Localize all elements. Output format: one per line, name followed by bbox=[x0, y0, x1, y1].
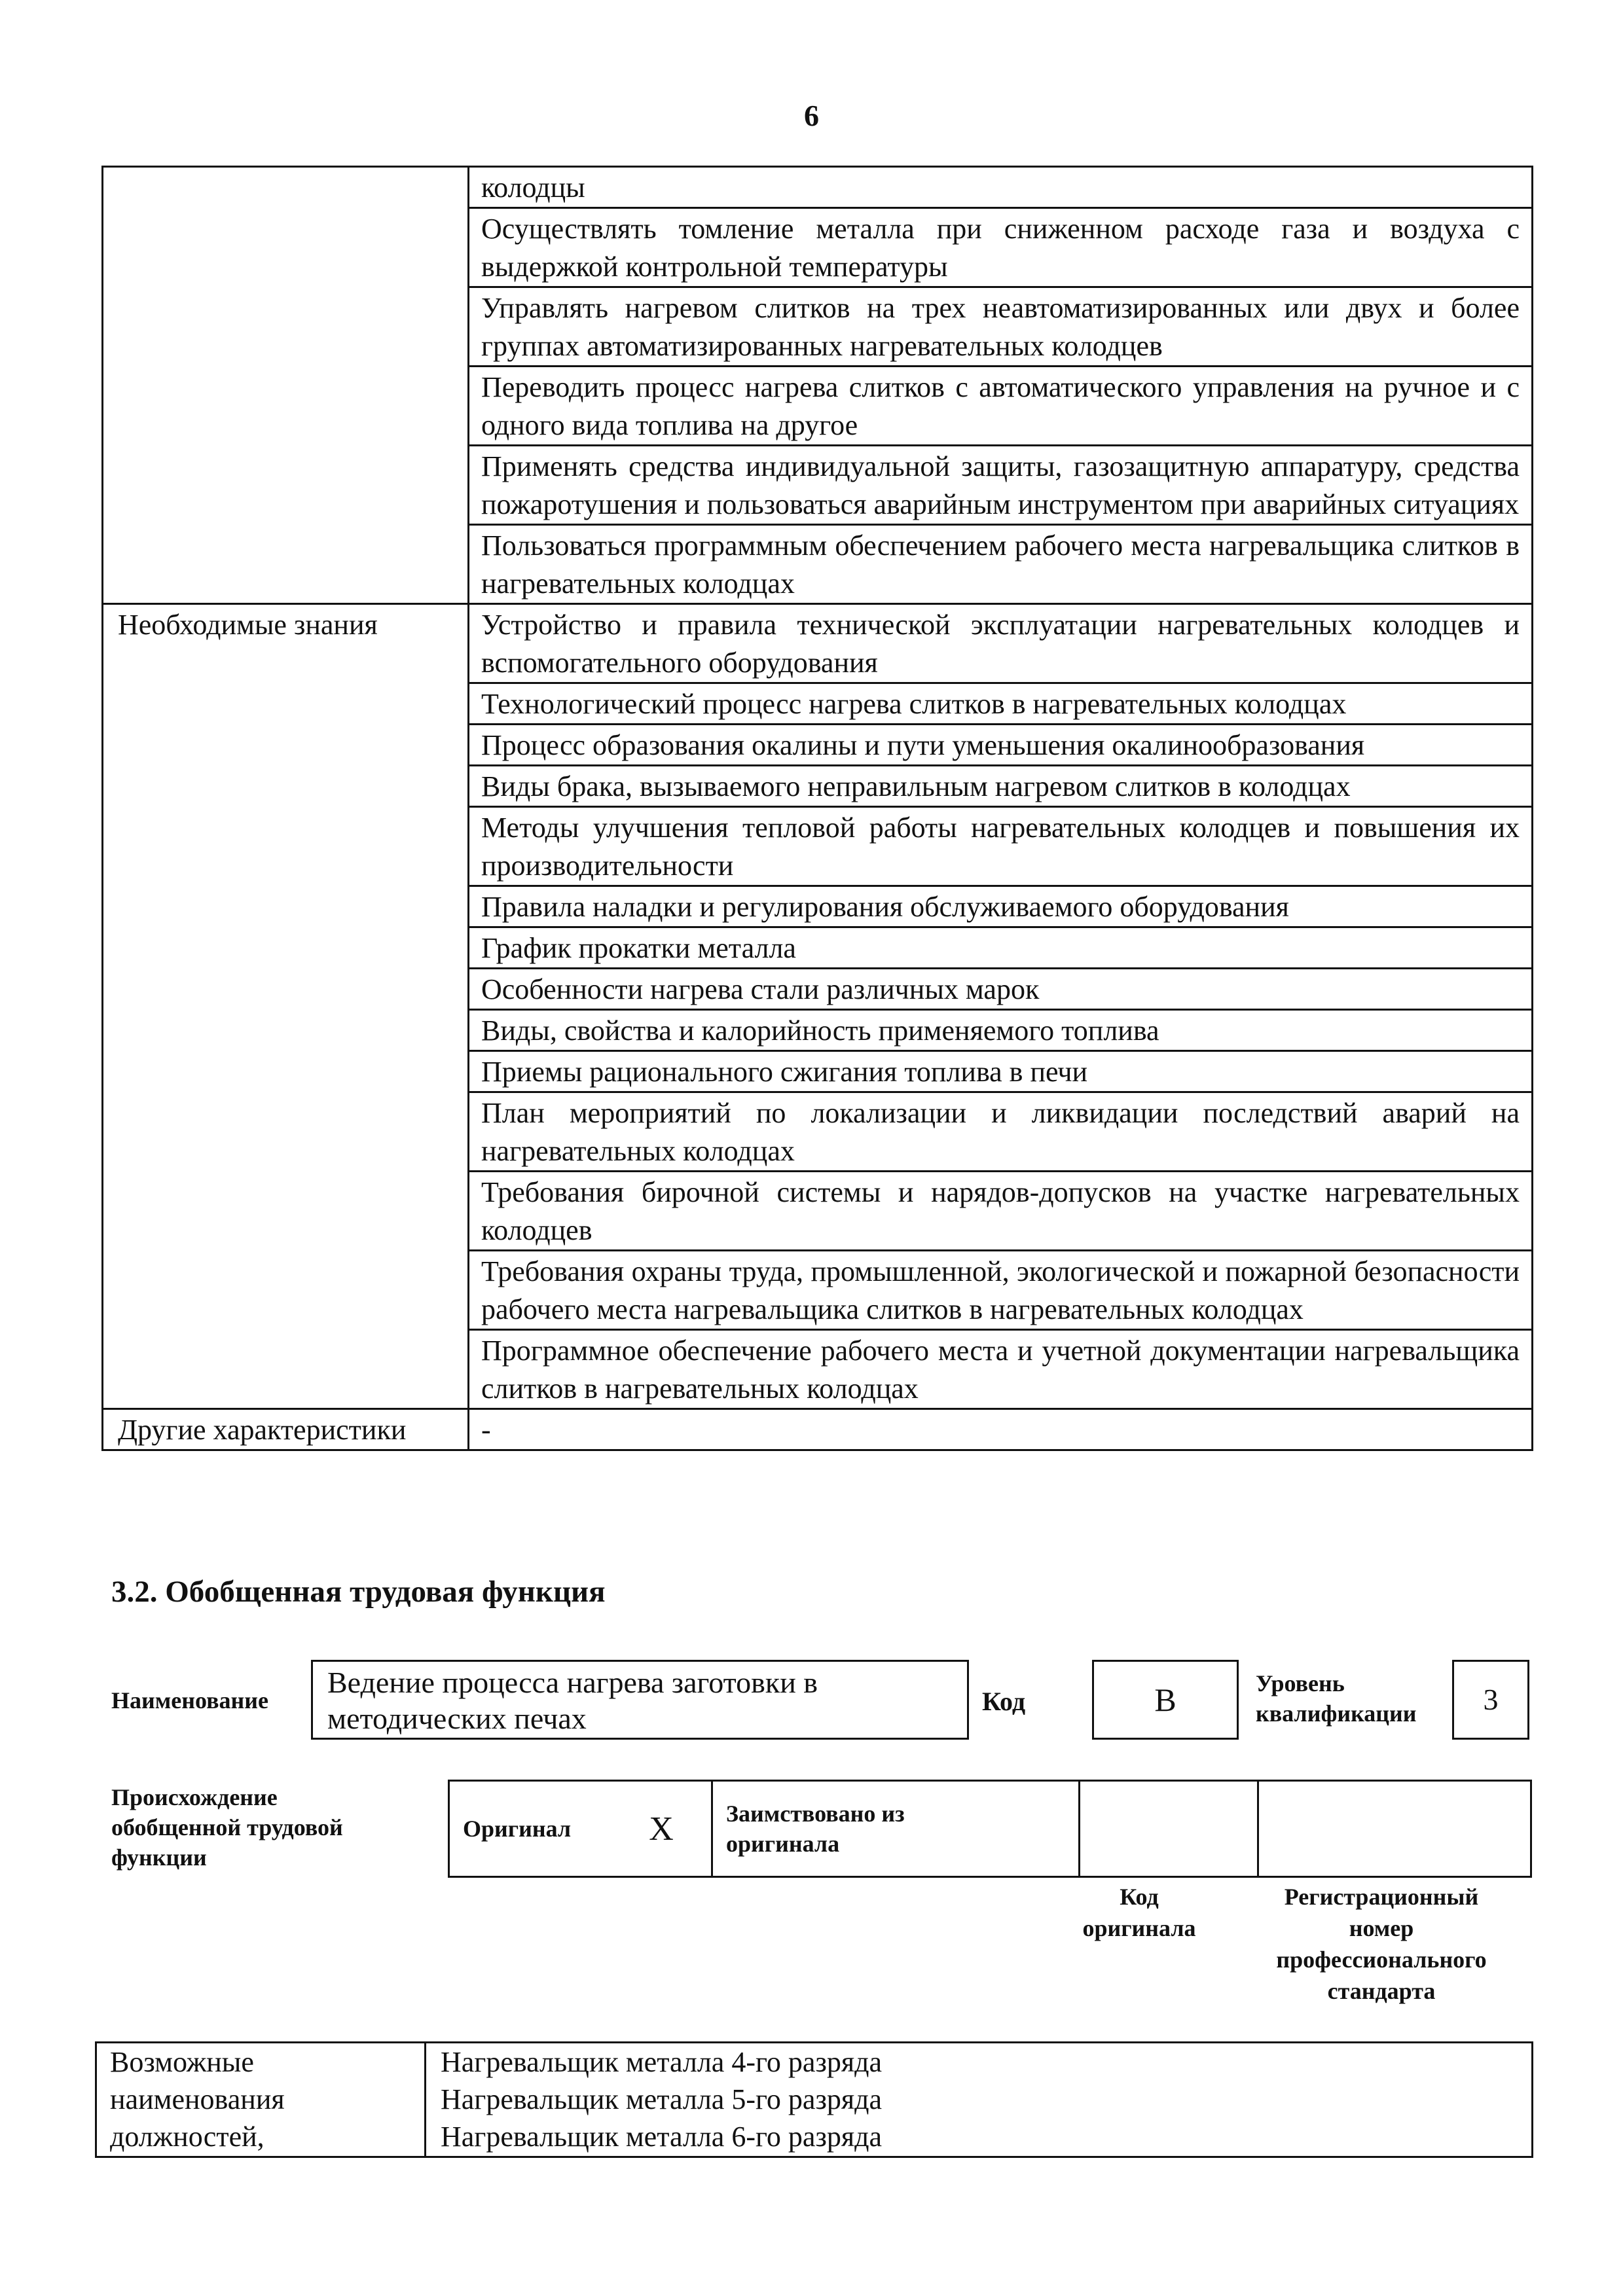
knowledge-item: Процесс образования окалины и пути уменьшения окалинообразования bbox=[469, 725, 1533, 766]
positions-table bbox=[95, 2041, 1533, 2158]
name-value-box bbox=[311, 1660, 969, 1740]
positions-label-line: наименования bbox=[110, 2083, 285, 2115]
code-value-box: B bbox=[1092, 1660, 1239, 1740]
caption-line: стандарта bbox=[1327, 1978, 1436, 2004]
positions-list bbox=[426, 2043, 1533, 2157]
skill-item: Пользоваться программным обеспечением рабочего места нагревальщика слитков в нагревательных колодцах bbox=[469, 525, 1533, 604]
name-label: Наименование bbox=[111, 1687, 268, 1713]
registration-number-caption bbox=[1231, 1881, 1532, 2007]
knowledge-item: Особенности нагрева стали различных марок bbox=[469, 969, 1533, 1010]
borrowed-label-line: оригинала bbox=[726, 1831, 840, 1857]
knowledge-item: Методы улучшения тепловой работы нагревательных колодцев и повышения их производительности bbox=[469, 807, 1533, 886]
page-number: 6 bbox=[804, 99, 819, 132]
origin-label-line: функции bbox=[111, 1844, 207, 1871]
caption-line: Код bbox=[1120, 1884, 1159, 1910]
level-value-box: 3 bbox=[1452, 1660, 1529, 1740]
position-item: Нагревальщик металла 6-го разряда bbox=[441, 2121, 882, 2153]
knowledge-item: Программное обеспечение рабочего места и учетной документации нагревальщика слитков в нагревательных колодцах bbox=[469, 1330, 1533, 1409]
knowledge-item: Устройство и правила технической эксплуатации нагревательных колодцев и вспомогательного оборудования bbox=[469, 604, 1533, 683]
knowledge-item: Технологический процесс нагрева слитков в нагревательных колодцах bbox=[469, 683, 1533, 725]
knowledge-item: График прокатки металла bbox=[469, 927, 1533, 969]
name-value-line: методических печах bbox=[327, 1702, 587, 1735]
skill-item: колодцы bbox=[469, 167, 1533, 208]
knowledge-item: Виды, свойства и калорийность применяемого топлива bbox=[469, 1010, 1533, 1051]
original-code-cell bbox=[1080, 1781, 1258, 1877]
origin-label-line: обобщенной трудовой bbox=[111, 1814, 343, 1840]
original-mark: X bbox=[611, 1781, 712, 1877]
section-title: 3.2. Обобщенная трудовая функция bbox=[111, 1575, 606, 1609]
knowledge-item: Требования охраны труда, промышленной, экологической и пожарной безопасности рабочего места нагревальщика слитков в нагревательных колодцах bbox=[469, 1251, 1533, 1330]
caption-line: номер bbox=[1349, 1915, 1414, 1941]
origin-table bbox=[448, 1780, 1532, 1878]
level-label-line: Уровень bbox=[1256, 1670, 1345, 1696]
positions-label-line: должностей, bbox=[110, 2121, 264, 2153]
original-label: Оригинал bbox=[449, 1781, 612, 1877]
registration-number-cell bbox=[1258, 1781, 1531, 1877]
knowledge-label: Необходимые знания bbox=[103, 604, 469, 1409]
knowledge-item: Виды брака, вызываемого неправильным нагревом слитков в колодцах bbox=[469, 766, 1533, 807]
skill-item: Управлять нагревом слитков на трех неавтоматизированных или двух и более группах автоматизированных нагревательных колодцев bbox=[469, 287, 1533, 367]
positions-label bbox=[96, 2043, 426, 2157]
skill-item: Осуществлять томление металла при сниженном расходе газа и воздуха с выдержкой контрольной температуры bbox=[469, 208, 1533, 287]
skills-label-cell bbox=[103, 167, 469, 604]
knowledge-item: Правила наладки и регулирования обслуживаемого оборудования bbox=[469, 886, 1533, 927]
caption-line: профессионального bbox=[1276, 1946, 1487, 1973]
skill-item: Применять средства индивидуальной защиты, газозащитную аппаратуру, средства пожаротушения и пользоваться аварийным инструментом при аварийных ситуациях bbox=[469, 446, 1533, 525]
requirements-table bbox=[101, 166, 1533, 1451]
borrowed-label-line: Заимствовано из bbox=[726, 1801, 905, 1827]
knowledge-item: Требования бирочной системы и нарядов-допусков на участке нагревательных колодцев bbox=[469, 1172, 1533, 1251]
level-label bbox=[1256, 1668, 1417, 1729]
code-label: Код bbox=[982, 1687, 1026, 1716]
origin-label-line: Происхождение bbox=[111, 1784, 278, 1810]
caption-line: оригинала bbox=[1082, 1915, 1196, 1941]
name-value-line: Ведение процесса нагрева заготовки в bbox=[327, 1666, 818, 1699]
original-code-caption bbox=[1041, 1881, 1237, 1944]
borrowed-label bbox=[712, 1781, 1080, 1877]
other-label: Другие характеристики bbox=[103, 1409, 469, 1450]
level-label-line: квалификации bbox=[1256, 1700, 1417, 1727]
origin-label bbox=[111, 1782, 343, 1873]
knowledge-item: Приемы рационального сжигания топлива в печи bbox=[469, 1051, 1533, 1092]
other-value: - bbox=[469, 1409, 1533, 1450]
positions-label-line: Возможные bbox=[110, 2046, 254, 2078]
caption-line: Регистрационный bbox=[1284, 1884, 1479, 1910]
position-item: Нагревальщик металла 4-го разряда bbox=[441, 2046, 882, 2078]
skill-item: Переводить процесс нагрева слитков с автоматического управления на ручное и с одного вида топлива на другое bbox=[469, 367, 1533, 446]
position-item: Нагревальщик металла 5-го разряда bbox=[441, 2083, 882, 2115]
knowledge-item: План мероприятий по локализации и ликвидации последствий аварий на нагревательных колодцах bbox=[469, 1092, 1533, 1172]
